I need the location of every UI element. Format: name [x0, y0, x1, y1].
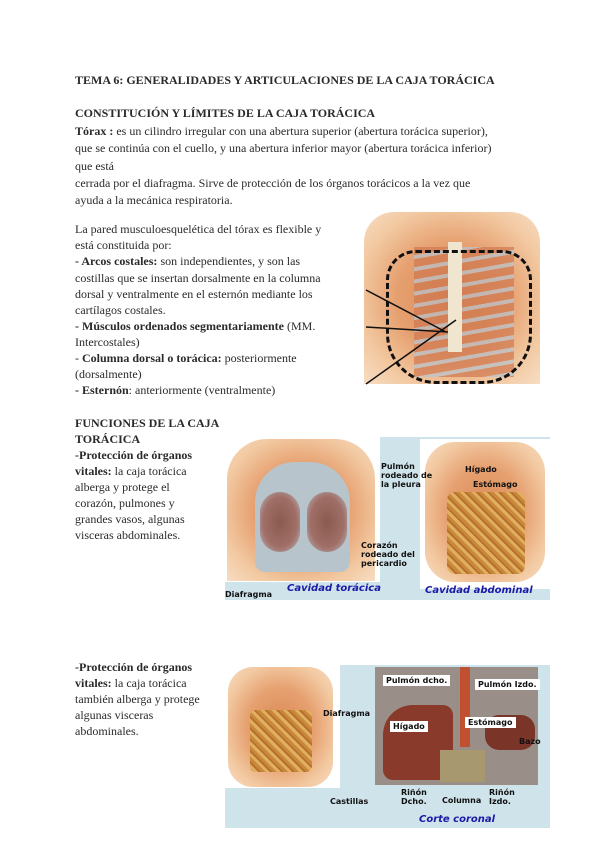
- paragraph-line: cartílagos costales.: [75, 303, 166, 317]
- paragraph-line: visceras abdominales.: [75, 528, 181, 542]
- label-higado: Hígado: [390, 721, 428, 732]
- label-rinon-izdo: Riñón Izdo.: [489, 788, 515, 806]
- text: la caja torácica: [111, 464, 187, 478]
- label-rinon-dcho: Riñón Dcho.: [401, 788, 427, 806]
- text: -: [75, 351, 82, 365]
- paragraph-line: está constituida por:: [75, 238, 172, 252]
- term: Tórax :: [75, 124, 114, 138]
- label-diafragma: Diafragma: [225, 590, 273, 599]
- label-estomago: Estómago: [465, 717, 516, 728]
- term: vitales:: [75, 676, 112, 690]
- term: - Arcos costales:: [75, 254, 158, 268]
- paragraph-line: cerrada por el diafragma. Sirve de protección de los órganos torácicos a la vez que: [75, 176, 471, 190]
- paragraph-line: La pared musculoesquelética del tórax es flexible y: [75, 222, 322, 236]
- label-pulmon: Pulmón rodeado de la pleura: [381, 462, 433, 489]
- label-corazon: Corazón rodeado del pericardio: [361, 541, 415, 568]
- text: posteriormente: [221, 351, 297, 365]
- term: vitales:: [75, 464, 112, 478]
- list-item: [75, 381, 275, 399]
- caption-coronal: Corte coronal: [419, 814, 496, 825]
- paragraph-line: Intercostales): [75, 335, 140, 349]
- text: la caja torácica: [111, 676, 187, 690]
- text: es un cilindro irregular con una abertura superior (abertura torácica superior),: [113, 124, 488, 138]
- term: -Protección de órganos: [75, 448, 193, 462]
- section-heading: CONSTITUCIÓN Y LÍMITES DE LA CAJA TORÁCICA: [75, 106, 376, 120]
- paragraph-line: (dorsalmente): [75, 367, 142, 381]
- term: - Músculos ordenados segmentariamente: [75, 319, 284, 333]
- paragraph-line: grandes vasos, algunas: [75, 512, 185, 526]
- paragraph-line: ayuda a la mecánica respiratoria.: [75, 193, 233, 207]
- caption-abdominal: Cavidad abdominal: [425, 585, 533, 596]
- paragraph-line: abdominales.: [75, 724, 139, 738]
- text: son independientes, y son las: [157, 254, 301, 268]
- paragraph-line: alberga y protege el: [75, 480, 170, 494]
- section-heading: TORÁCICA: [75, 432, 141, 446]
- page-title: TEMA 6: GENERALIDADES Y ARTICULACIONES DE LA CAJA TORÁCICA: [75, 73, 495, 87]
- paragraph-line: [75, 122, 488, 140]
- list-item: [75, 252, 300, 270]
- paragraph-line: que se continúa con el cuello, y una abertura inferior mayor (abertura torácica inferior): [75, 141, 492, 155]
- paragraph-line: que está: [75, 159, 114, 173]
- label-estomago: Estómago: [473, 480, 518, 489]
- arrow-lines: [364, 280, 464, 390]
- label-pulmon-dcho: Pulmón dcho.: [383, 675, 450, 686]
- coronal-section-figure: [225, 665, 550, 828]
- paragraph-line: costillas que se insertan dorsalmente en la columna: [75, 271, 321, 285]
- section-heading: FUNCIONES DE LA CAJA: [75, 416, 220, 430]
- label-pulmon-izdo: Pulmón Izdo.: [475, 679, 540, 690]
- label-columna: Columna: [442, 796, 482, 805]
- label-higado: Hígado: [465, 465, 497, 474]
- label-bazo: Bazo: [519, 737, 541, 746]
- text: : anteriormente (ventralmente): [128, 383, 276, 397]
- cavities-figure: [225, 437, 550, 600]
- paragraph-line: dorsal y ventralmente en el esternón mediante los: [75, 287, 313, 301]
- term: -Protección de órganos: [75, 660, 193, 674]
- term: Columna dorsal o torácica:: [82, 351, 222, 365]
- paragraph-line: también alberga y protege: [75, 692, 200, 706]
- paragraph-line: corazón, pulmones y: [75, 496, 175, 510]
- label-costillas: Castillas: [330, 797, 369, 806]
- label-diafragma: Diafragma: [323, 709, 371, 718]
- paragraph-line: algunas visceras: [75, 708, 154, 722]
- text: (MM.: [283, 319, 316, 333]
- term: - Esternón: [75, 383, 129, 397]
- caption-toracica: Cavidad torácica: [287, 583, 381, 594]
